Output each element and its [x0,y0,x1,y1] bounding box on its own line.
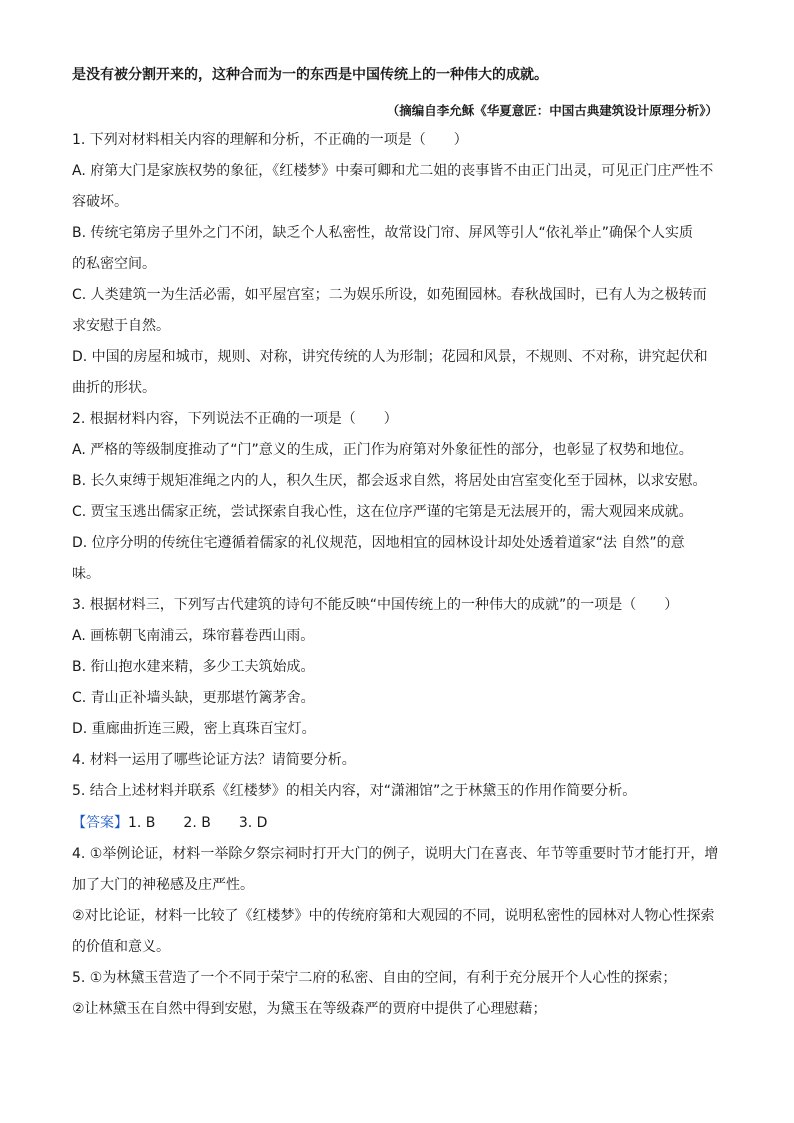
q1-stem: 1. 下列对材料相关内容的理解和分析，不正确的一项是（ ） [72,132,468,148]
q2-stem: 2. 根据材料内容，下列说法不正确的一项是（ ） [72,411,398,427]
q2-option-d: D. 位序分明的传统住宅遵循着儒家的礼仪规范，因地相宜的园林设计却处处透着道家“法 自然”的意 [72,535,685,551]
q1-option-b: B. 传统宅第房子里外之门不闭，缺乏个人私密性，故常设门帘、屏风等引人“依礼举止”确保个人实质 [72,225,694,241]
answer-4-line-4: 的价值和意义。 [72,939,170,955]
q2-option-b: B. 长久束缚于规矩准绳之内的人，积久生厌，都会返求自然，将居处由宫室变化至于园林，以求安慰。 [72,473,707,489]
q2-option-c: C. 贾宝玉逃出儒家正统，尝试探索自我心性，这在位序严谨的宅第是无法展开的，需大观园来成就。 [72,504,693,520]
q3-option-b: B. 衔山抱水建来精，多少工夫筑始成。 [72,659,315,675]
q3-option-c: C. 青山正补墙头缺，更那堪竹篱茅舍。 [72,690,315,706]
q1-option-b-cont: 的私密空间。 [72,256,156,272]
q3-stem: 3. 根据材料三，下列写古代建筑的诗句不能反映“中国传统上的一种伟大的成就”的一项是（ ） [72,597,679,613]
q3-option-d: D. 重廊曲折连三殿，密上真珠百宝灯。 [72,721,316,737]
q2-option-a: A. 严格的等级制度推动了“门”意义的生成，正门作为府第对外象征性的部分，也彰显了权势和地位。 [72,442,693,458]
q1-option-a: A. 府第大门是家族权势的象征，《红楼梦》中秦可卿和尤二姐的丧事皆不由正门出灵，可见正门庄严性不 [72,163,714,179]
answer-4-line-3: ②对比论证，材料一比较了《红楼梦》中的传统府第和大观园的不同，说明私密性的园林对人物心性探索 [72,908,715,924]
answer-4-line-1: 4. ①举例论证，材料一举除夕祭宗祠时打开大门的例子，说明大门在喜丧、年节等重要时节才能打开，增 [72,846,719,862]
q4-stem: 4. 材料一运用了哪些论证方法？请简要分析。 [72,752,356,768]
answer-tag: 【答案】 [72,815,128,831]
answer-line [72,814,722,832]
q3-option-a: A. 画栋朝飞南浦云，珠帘暮卷西山雨。 [72,628,315,644]
answer-5-line-1: 5. ①为林黛玉营造了一个不同于荣宁二府的私密、自由的空间，有利于充分展开个人心性的探索； [72,970,677,986]
q5-stem: 5. 结合上述材料并联系《红楼梦》的相关内容，对“潇湘馆”之于林黛玉的作用作简要分析。 [72,783,637,799]
q1-option-c: C. 人类建筑一为生活必需，如平屋宫室；二为娱乐所设，如苑囿园林。春秋战国时，已有人为之极转而 [72,287,707,303]
intro-line: 是没有被分割开来的，这种合而为一的东西是中国传统上的一种伟大的成就。 [72,67,548,83]
source-citation: （摘编自李允稣《华夏意匠：中国古典建筑设计原理分析》） [386,103,718,118]
q1-option-a-cont: 容破坏。 [72,194,128,210]
q1-option-d: D. 中国的房屋和城市，规则、对称，讲究传统的人为形制；花园和风景，不规则、不对称，讲究起伏和 [72,349,708,365]
answer-4-line-2: 加了大门的神秘感及庄严性。 [72,877,254,893]
answer-choices: 1. B 2. B 3. D [128,815,268,831]
q1-option-c-cont: 求安慰于自然。 [72,318,170,334]
q1-option-d-cont: 曲折的形状。 [72,380,156,396]
answer-5-line-2: ②让林黛玉在自然中得到安慰，为黛玉在等级森严的贾府中提供了心理慰藉； [72,1001,547,1017]
q2-option-d-cont: 味。 [72,566,100,582]
